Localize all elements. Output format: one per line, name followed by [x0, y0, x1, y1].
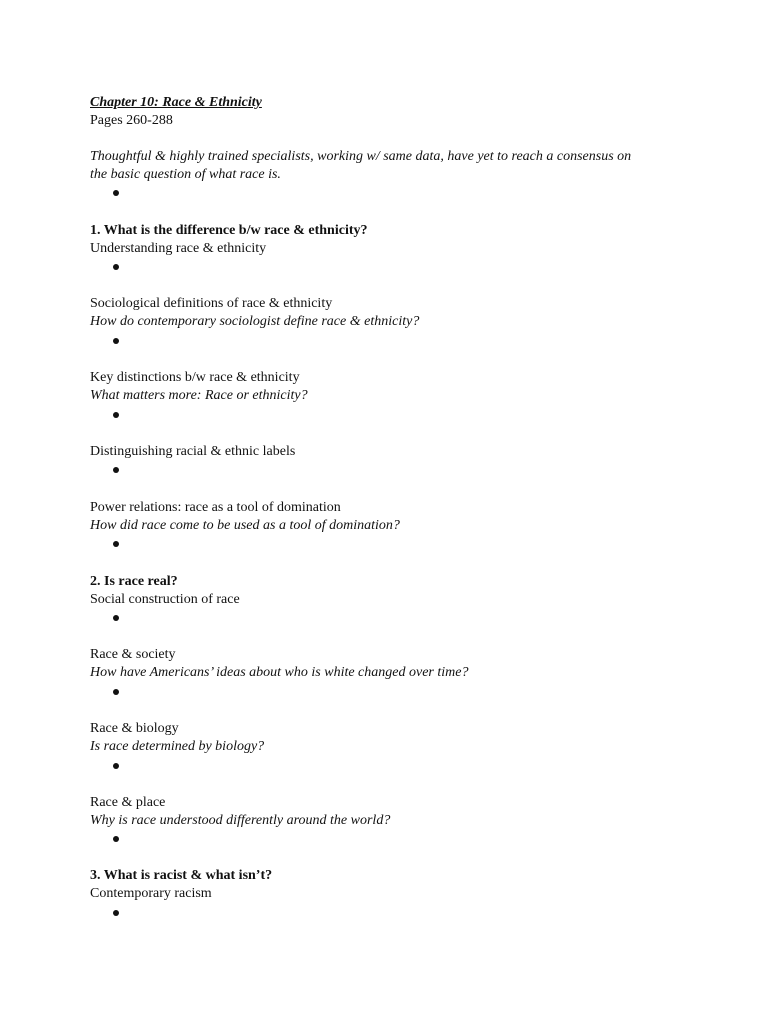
section-sociological-definitions: Sociological definitions of race & ethnicity — [90, 296, 333, 311]
section-power-question: How did race come to be used as a tool of domination? — [90, 518, 400, 533]
bullet-point — [113, 689, 119, 695]
question-3-heading: 3. What is racist & what isn’t? — [90, 868, 273, 883]
section-race-society: Race & society — [90, 647, 176, 662]
section-race-place: Race & place — [90, 795, 166, 810]
section-understanding: Understanding race & ethnicity — [90, 241, 267, 256]
bullet-point — [113, 412, 119, 418]
bullet-point — [113, 910, 119, 916]
bullet-point — [113, 338, 119, 344]
bullet-point — [113, 836, 119, 842]
intro-text-line-1: Thoughtful & highly trained specialists, working w/ same data, have yet to reach a consensus on — [90, 149, 632, 164]
chapter-title: Chapter 10: Race & Ethnicity — [90, 95, 262, 110]
section-key-distinctions: Key distinctions b/w race & ethnicity — [90, 370, 300, 385]
section-social-construction: Social construction of race — [90, 592, 240, 607]
bullet-point — [113, 190, 119, 196]
intro-text-line-2: the basic question of what race is. — [90, 167, 281, 182]
question-2-heading: 2. Is race real? — [90, 574, 178, 589]
section-power-relations: Power relations: race as a tool of domination — [90, 500, 341, 515]
section-race-biology-question: Is race determined by biology? — [90, 739, 265, 754]
section-race-biology: Race & biology — [90, 721, 179, 736]
question-1-heading: 1. What is the difference b/w race & ethnicity? — [90, 223, 368, 238]
bullet-point — [113, 467, 119, 473]
section-race-society-question: How have Americans’ ideas about who is white changed over time? — [90, 665, 469, 680]
bullet-point — [113, 615, 119, 621]
section-sociological-question: How do contemporary sociologist define race & ethnicity? — [90, 314, 420, 329]
section-race-place-question: Why is race understood differently around the world? — [90, 813, 391, 828]
section-distinguishing-labels: Distinguishing racial & ethnic labels — [90, 444, 296, 459]
section-contemporary-racism: Contemporary racism — [90, 886, 212, 901]
bullet-point — [113, 264, 119, 270]
page-range: Pages 260-288 — [90, 113, 173, 128]
section-key-question: What matters more: Race or ethnicity? — [90, 388, 308, 403]
bullet-point — [113, 541, 119, 547]
bullet-point — [113, 763, 119, 769]
